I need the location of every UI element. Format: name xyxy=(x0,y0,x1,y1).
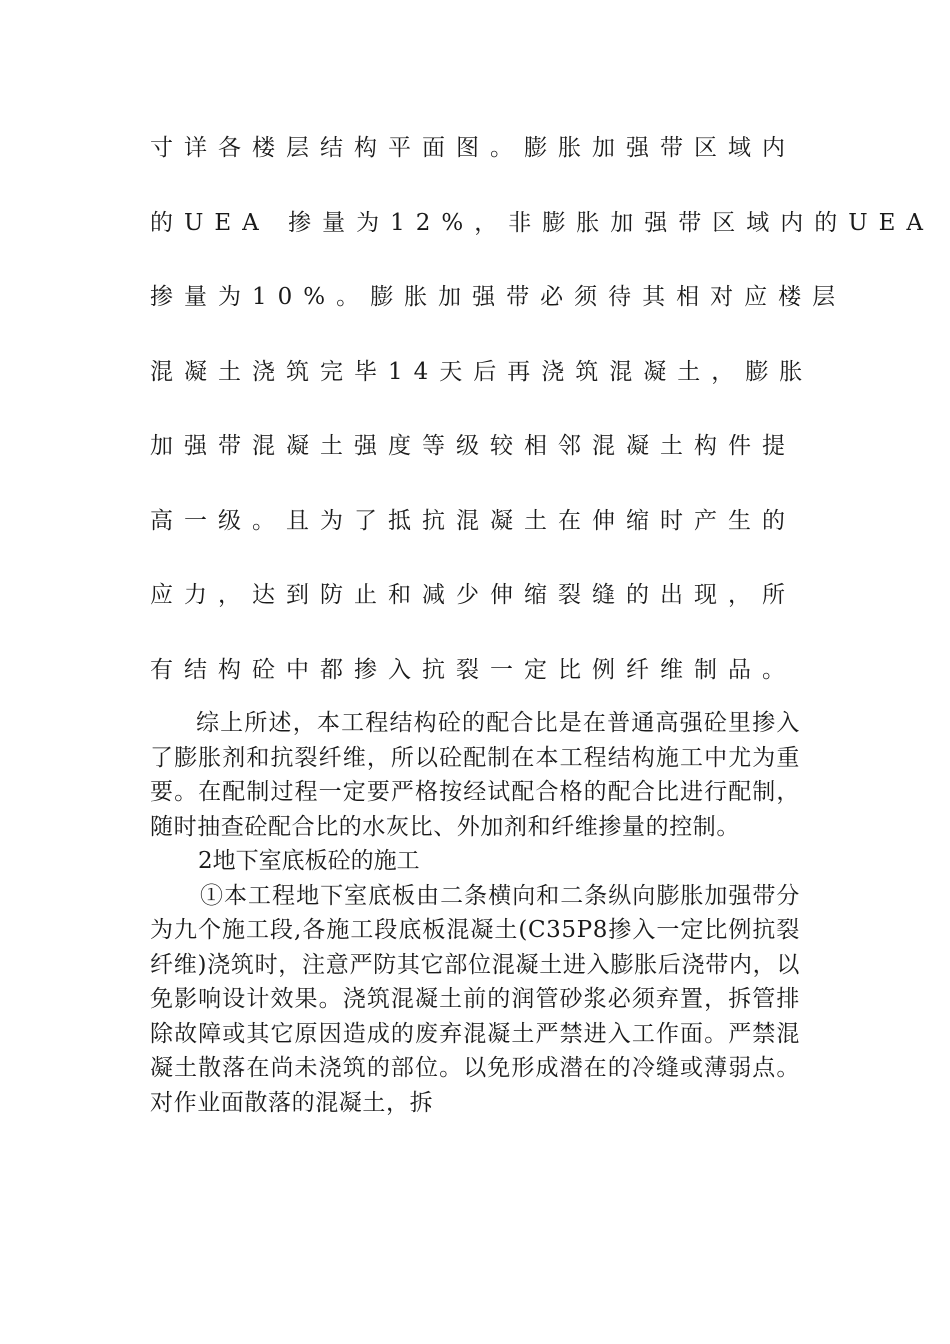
body-text-block xyxy=(150,706,800,1120)
text-line: 混凝土浇筑完毕14天后再浇筑混凝土，膨胀 xyxy=(150,358,814,385)
spaced-text-block xyxy=(150,128,934,724)
text-line: 有结构砼中都掺入抗裂一定比例纤维制品。 xyxy=(150,656,796,683)
text-line: 应力，达到防止和减少伸缩裂缝的出现，所 xyxy=(150,582,796,608)
section-heading: 2地下室底板砼的施工 xyxy=(198,848,420,874)
text-line: 高一级。且为了抵抗混凝土在伸缩时产生的 xyxy=(150,507,796,534)
item-paragraph: ①本工程地下室底板由二条横向和二条纵向膨胀加强带分为九个施工段,各施工段底板混凝土(C35P8掺入一定比例抗裂纤维)浇筑时，注意严防其它部位混凝土进入膨胀后浇带内，以免影响设计效果。浇筑混凝土前的润管砂浆必须弃置，拆管排除故障或其它原因造成的废弃混凝土严禁进入工作面。严禁混凝土散落在尚未浇筑的部位。以免形成潜在的冷缝或薄弱点。对作业面散落的混凝土，拆 xyxy=(150,882,800,1116)
text-line: 的UEA 掺量为12%，非膨胀加强带区域内的UEA xyxy=(150,209,934,236)
text-line: 寸详各楼层结构平面图。膨胀加强带区域内 xyxy=(150,135,796,161)
text-line: 掺量为10%。膨胀加强带必须待其相对应楼层 xyxy=(150,284,847,310)
text-line: 加强带混凝土强度等级较相邻混凝土构件提 xyxy=(150,433,796,459)
summary-paragraph: 综上所述，本工程结构砼的配合比是在普通高强砼里掺入了膨胀剂和抗裂纤维，所以砼配制在本工程结构施工中尤为重要。在配制过程一定要严格按经试配合格的配合比进行配制，随时抽查砼配合比的水灰比、外加剂和纤维掺量的控制。 xyxy=(150,710,800,840)
